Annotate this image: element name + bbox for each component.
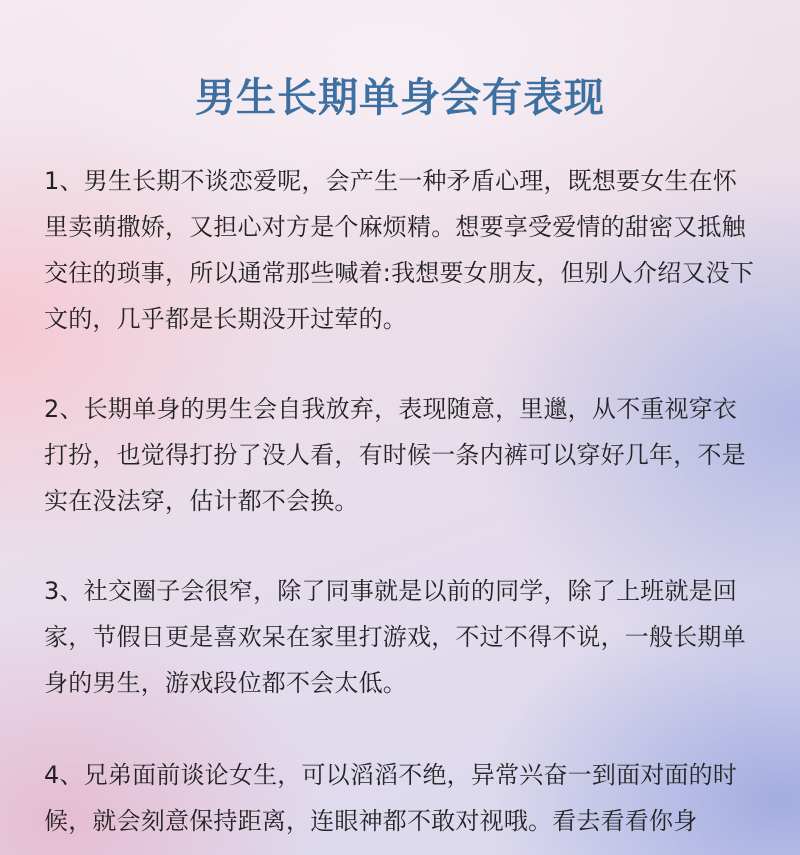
article-title: 男生长期单身会有表现	[195, 75, 605, 121]
paragraph-4: 4、兄弟面前谈论女生，可以滔滔不绝，异常兴奋一到面对面的时候，就会刻意保持距离，连眼神都不敢对视哦。看去看看你身	[44, 761, 738, 835]
paragraph-1: 1、男生长期不谈恋爱呢，会产生一种矛盾心理，既想要女生在怀里卖萌撒娇，又担心对方是个麻烦精。想要享受爱情的甜密又抵触交往的琐事，所以通常那些喊着:我想要女朋友，但别人介绍又没下文的，几乎都是长期没开过荤的。	[44, 167, 755, 333]
paragraph-2: 2、长期单身的男生会自我放弃，表现随意，里邋，从不重视穿衣打扮，也觉得打扮了没人看，有时候一条内裤可以穿好几年，不是实在没法穿，估计都不会换。	[44, 395, 746, 515]
paragraph-3: 3、社交圈子会很窄，除了同事就是以前的同学，除了上班就是回家，节假日更是喜欢呆在家里打游戏，不过不得不说，一般长期单身的男生，游戏段位都不会太低。	[44, 577, 746, 697]
